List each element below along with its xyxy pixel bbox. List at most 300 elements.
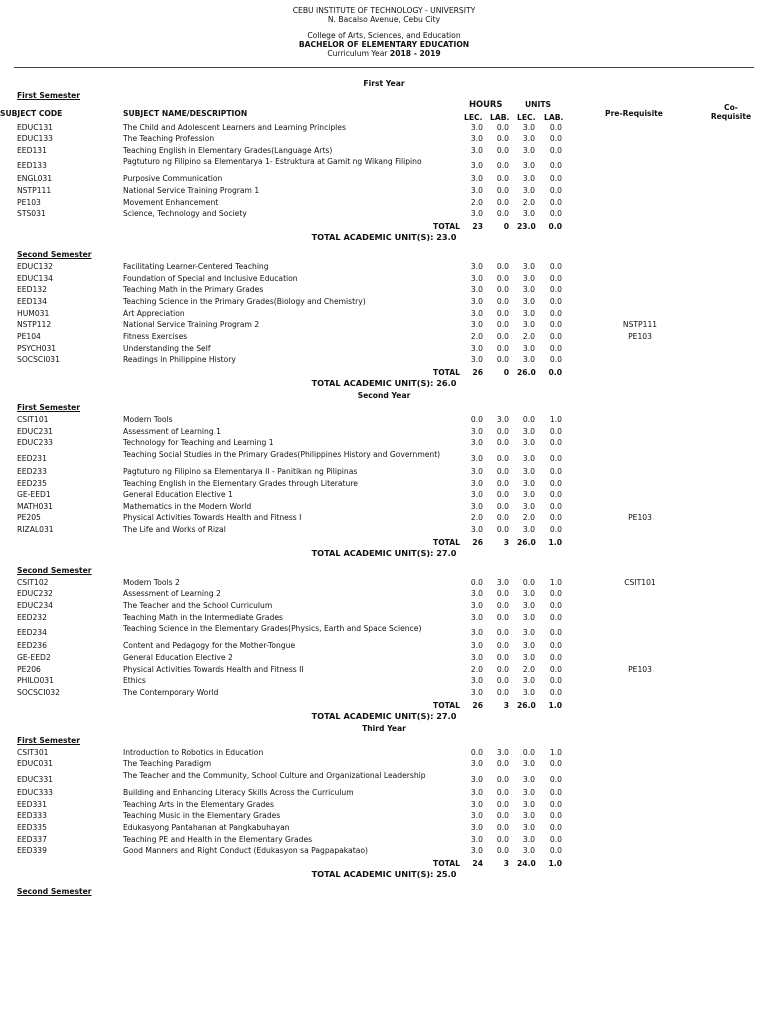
units-lab: 0.0 (549, 273, 562, 283)
units-lec: 3.0 (522, 759, 535, 769)
total-units-lec: 26.0 (517, 537, 536, 547)
subject-row (0, 676, 768, 688)
hours-lec: 3.0 (470, 466, 483, 476)
year-title: Second Year (357, 390, 411, 400)
col-header-corequisite: Co-Requisite (710, 102, 752, 121)
total-hours-lab: 3 (503, 858, 509, 868)
col-header-code: SUBJECT CODE (0, 108, 63, 118)
subject-description: Teaching Science in the Elementary Grades(Physics, Earth and Space Science) (123, 624, 422, 634)
hours-lab: 0.0 (496, 774, 509, 784)
units-lab: 0.0 (549, 687, 562, 697)
subject-description: Purposive Communication (123, 174, 223, 184)
units-lec: 2.0 (522, 664, 535, 674)
units-lab: 1.0 (549, 414, 562, 424)
units-lab: 0.0 (549, 426, 562, 436)
units-lec: 3.0 (522, 466, 535, 476)
units-lab: 1.0 (549, 747, 562, 757)
total-academic-units: TOTAL ACADEMIC UNIT(S): 27.0 (311, 547, 457, 558)
hours-lab: 0.0 (496, 601, 509, 611)
subject-description: Edukasyong Pantahanan at Pangkabuhayan (123, 822, 290, 832)
hours-lec: 3.0 (470, 834, 483, 844)
hours-lec: 3.0 (470, 653, 483, 662)
semester-title: Second Semester (17, 250, 92, 260)
total-label: TOTAL (433, 858, 460, 868)
units-lab: 0.0 (549, 355, 562, 365)
subject-description: Fitness Exercises (123, 331, 188, 341)
units-lab: 0.0 (549, 787, 562, 797)
units-lec: 3.0 (522, 161, 535, 171)
subject-description: Teaching Music in the Elementary Grades (123, 811, 281, 821)
subject-row (0, 332, 768, 344)
institution-address: N. Bacalso Avenue, Cebu City (327, 15, 441, 24)
subject-code: EDUC234 (17, 601, 53, 611)
hours-lab: 0.0 (496, 438, 509, 448)
subject-row (0, 800, 768, 812)
subject-description: Teaching PE and Health in the Elementary Grades (123, 834, 313, 844)
curriculum-year-value: 2018 - 2019 (389, 49, 441, 58)
subject-description: Teaching Science in the Primary Grades(Biology and Chemistry) (123, 297, 366, 306)
units-lec: 3.0 (522, 601, 535, 611)
subject-row (0, 285, 768, 297)
total-units-lec: 24.0 (517, 858, 536, 868)
units-lec: 3.0 (522, 453, 535, 463)
hours-lab: 0.0 (496, 209, 509, 219)
subject-row (0, 525, 768, 537)
hours-lab: 0.0 (496, 490, 509, 500)
hours-lec: 2.0 (470, 664, 483, 674)
hours-lab: 0.0 (496, 676, 509, 686)
subject-description: Good Manners and Right Conduct (Edukasyon sa Pagpapakatao) (123, 846, 368, 856)
hours-lec: 3.0 (470, 525, 483, 535)
curriculum-year-label: Curriculum Year (327, 49, 388, 58)
units-lec: 3.0 (522, 687, 535, 697)
subject-row (0, 186, 768, 198)
subject-row (0, 123, 768, 135)
prerequisite: PE103 (628, 664, 652, 674)
subject-code: EDUC231 (17, 426, 53, 436)
subject-description: Pagtuturo ng Filipino sa Elementarya II - Panitikan ng Pilipinas (123, 466, 358, 476)
total-units-lec: 26.0 (517, 367, 536, 377)
hours-lec: 3.0 (470, 774, 483, 784)
units-lab: 0.0 (549, 822, 562, 832)
subject-code: EDUC233 (17, 438, 53, 448)
units-lec: 3.0 (522, 273, 535, 283)
hours-lab: 0.0 (496, 186, 509, 196)
subject-row (0, 759, 768, 771)
hours-lab: 0.0 (496, 122, 509, 132)
units-lab: 0.0 (549, 134, 562, 144)
subject-description: Physical Activities Towards Health and Fitness II (123, 664, 304, 674)
units-lab: 0.0 (549, 664, 562, 674)
units-lec: 3.0 (522, 122, 535, 132)
subject-code: NSTP111 (17, 186, 52, 196)
col-header-units-lec: LEC. (517, 112, 536, 122)
col-header-desc: SUBJECT NAME/DESCRIPTION (123, 108, 248, 118)
total-hours-lab: 0 (503, 367, 509, 377)
hours-lab: 0.0 (496, 197, 509, 207)
hours-lab: 0.0 (496, 664, 509, 674)
subject-code: GE-EED1 (17, 490, 51, 500)
units-lec: 3.0 (522, 297, 535, 306)
hours-lec: 3.0 (470, 273, 483, 283)
hours-lab: 0.0 (496, 174, 509, 184)
units-lec: 3.0 (522, 846, 535, 856)
subject-description: Ethics (123, 676, 146, 686)
subject-row (0, 262, 768, 274)
total-units-lec: 26.0 (517, 700, 536, 710)
subject-description: Pagtuturo ng Filipino sa Elementarya 1- Estruktura at Gamit ng Wikang Filipino (123, 157, 422, 167)
hours-lec: 3.0 (470, 320, 483, 330)
units-lab: 0.0 (549, 676, 562, 686)
curriculum-year (0, 49, 768, 58)
units-lec: 3.0 (522, 774, 535, 784)
subject-row (0, 613, 768, 625)
subject-row (0, 415, 768, 427)
subject-description: National Service Training Program 1 (123, 186, 260, 196)
subject-code: EED331 (17, 799, 47, 809)
subject-code: EED335 (17, 822, 47, 832)
total-hours-lec: 26 (472, 367, 483, 377)
hours-lab: 0.0 (496, 811, 509, 821)
subject-row (0, 146, 768, 158)
units-lab: 0.0 (549, 209, 562, 219)
units-lab: 0.0 (549, 297, 562, 306)
subject-description: Facilitating Learner-Centered Teaching (123, 262, 269, 272)
semester-title: First Semester (17, 402, 81, 412)
units-lab: 0.0 (549, 501, 562, 511)
units-lec: 3.0 (522, 134, 535, 144)
units-lec: 2.0 (522, 197, 535, 207)
hours-lab: 0.0 (496, 466, 509, 476)
units-lab: 0.0 (549, 846, 562, 856)
hours-lec: 3.0 (470, 822, 483, 832)
subject-code: CSIT301 (17, 747, 49, 757)
total-units-lab: 1.0 (548, 700, 562, 710)
hours-lab: 0.0 (496, 285, 509, 295)
hours-lec: 3.0 (470, 186, 483, 196)
units-lab: 0.0 (549, 453, 562, 463)
college-name: College of Arts, Sciences, and Education (307, 31, 461, 40)
units-lec: 3.0 (522, 145, 535, 155)
subject-description: General Education Elective 1 (123, 490, 233, 500)
units-lab: 0.0 (549, 478, 562, 488)
units-lab: 0.0 (549, 601, 562, 611)
units-lab: 0.0 (549, 834, 562, 844)
subject-description: Assessment of Learning 2 (123, 589, 221, 599)
hours-lab: 0.0 (496, 134, 509, 144)
subject-code: EED132 (17, 285, 47, 295)
subject-code: GE-EED2 (17, 653, 51, 662)
hours-lab: 0.0 (496, 834, 509, 844)
units-lec: 3.0 (522, 285, 535, 295)
subject-code: EED233 (17, 466, 47, 476)
units-lab: 0.0 (549, 641, 562, 651)
subject-row (0, 578, 768, 590)
total-units-lab: 1.0 (548, 858, 562, 868)
subject-row (0, 788, 768, 800)
hours-lec: 3.0 (470, 122, 483, 132)
subject-code: PE206 (17, 664, 41, 674)
hours-lab: 0.0 (496, 262, 509, 272)
subject-row (0, 157, 768, 174)
units-lec: 3.0 (522, 490, 535, 500)
total-academic-units: TOTAL ACADEMIC UNIT(S): 27.0 (311, 710, 457, 721)
hours-lec: 3.0 (470, 601, 483, 611)
subject-description: Content and Pedagogy for the Mother-Tongue (123, 641, 296, 651)
subject-description: Science, Technology and Society (123, 209, 247, 219)
subject-description: Readings in Philippine History (123, 355, 236, 365)
hours-lec: 3.0 (470, 174, 483, 184)
hours-lec: 3.0 (470, 787, 483, 797)
subject-code: RIZAL031 (17, 525, 54, 535)
total-label: TOTAL (433, 222, 460, 232)
program-name: BACHELOR OF ELEMENTARY EDUCATION (298, 40, 470, 49)
units-lec: 3.0 (522, 653, 535, 662)
subject-code: EED236 (17, 641, 47, 651)
subject-code: EDUC232 (17, 589, 53, 599)
hours-lab: 0.0 (496, 759, 509, 769)
hours-lab: 3.0 (496, 747, 509, 757)
units-lab: 0.0 (549, 285, 562, 295)
subject-description: Teaching Social Studies in the Primary Grades(Philippines History and Government) (123, 449, 441, 459)
hours-lab: 0.0 (496, 478, 509, 488)
subject-description: Building and Enhancing Literacy Skills Across the Curriculum (123, 787, 354, 797)
units-lec: 3.0 (522, 438, 535, 448)
subject-code: MATH031 (17, 501, 53, 511)
hours-lec: 3.0 (470, 426, 483, 436)
prerequisite: NSTP111 (622, 320, 658, 330)
hours-lec: 3.0 (470, 501, 483, 511)
hours-lec: 3.0 (470, 262, 483, 272)
subject-code: ENGL031 (17, 174, 53, 184)
hours-lab: 0.0 (496, 453, 509, 463)
hours-lab: 3.0 (496, 577, 509, 587)
subject-description: Modern Tools (123, 414, 173, 424)
hours-lab: 0.0 (496, 355, 509, 365)
subject-row (0, 438, 768, 450)
subject-row (0, 811, 768, 823)
units-lab: 0.0 (549, 774, 562, 784)
prerequisite: CSIT101 (624, 577, 656, 587)
hours-lab: 0.0 (496, 297, 509, 306)
subject-row (0, 297, 768, 309)
prerequisite: PE103 (628, 513, 652, 523)
hours-lec: 3.0 (470, 145, 483, 155)
subject-description: Teaching English in Elementary Grades(Language Arts) (123, 145, 333, 155)
hours-lec: 3.0 (470, 355, 483, 365)
subject-row (0, 502, 768, 514)
hours-lec: 3.0 (470, 811, 483, 821)
units-lec: 2.0 (522, 513, 535, 523)
subject-code: NSTP112 (17, 320, 52, 330)
hours-lec: 3.0 (470, 490, 483, 500)
subject-row (0, 355, 768, 367)
subject-description: Mathematics in the Modern World (123, 501, 252, 511)
subject-row (0, 309, 768, 321)
subject-code: CSIT101 (17, 414, 49, 424)
header-divider (14, 67, 754, 68)
col-header-prerequisite: Pre-Requisite (605, 108, 663, 118)
subject-description: The Child and Adolescent Learners and Learning Principles (123, 122, 346, 132)
total-hours-lab: 3 (503, 700, 509, 710)
units-lab: 0.0 (549, 490, 562, 500)
semester-title: Second Semester (17, 565, 92, 575)
subject-code: CSIT102 (17, 577, 49, 587)
hours-lec: 0.0 (470, 577, 483, 587)
units-lec: 3.0 (522, 262, 535, 272)
subject-code: EED231 (17, 453, 47, 463)
units-lec: 3.0 (522, 186, 535, 196)
units-lec: 3.0 (522, 478, 535, 488)
hours-lab: 0.0 (496, 846, 509, 856)
units-lab: 0.0 (549, 612, 562, 622)
total-hours-lec: 26 (472, 700, 483, 710)
units-lab: 1.0 (549, 577, 562, 587)
units-lab: 0.0 (549, 466, 562, 476)
subject-description: The Life and Works of Rizal (123, 525, 226, 535)
units-lab: 0.0 (549, 799, 562, 809)
subject-description: Modern Tools 2 (123, 577, 180, 587)
subject-description: Teaching English in the Elementary Grades through Literature (123, 478, 358, 488)
subject-code: EDUC331 (17, 774, 53, 784)
units-lab: 0.0 (549, 343, 562, 353)
subject-description: The Teacher and the Community, School Culture and Organizational Leadership (123, 770, 426, 780)
subject-code: EED134 (17, 297, 47, 306)
institution-name: CEBU INSTITUTE OF TECHNOLOGY - UNIVERSITY (292, 6, 476, 15)
subject-code: EDUC031 (17, 759, 53, 769)
subject-code: EDUC333 (17, 787, 53, 797)
subject-row (0, 665, 768, 677)
hours-lab: 0.0 (496, 589, 509, 599)
subject-row (0, 450, 768, 467)
subject-row (0, 771, 768, 788)
hours-lab: 0.0 (496, 641, 509, 651)
hours-lec: 3.0 (470, 161, 483, 171)
subject-description: The Teaching Profession (123, 134, 215, 144)
units-lab: 0.0 (549, 320, 562, 330)
units-lec: 3.0 (522, 209, 535, 219)
subject-row (0, 174, 768, 186)
hours-lec: 3.0 (470, 589, 483, 599)
units-lec: 3.0 (522, 525, 535, 535)
total-hours-lab: 3 (503, 537, 509, 547)
hours-lec: 3.0 (470, 759, 483, 769)
hours-lab: 0.0 (496, 799, 509, 809)
units-lec: 3.0 (522, 320, 535, 330)
hours-lab: 0.0 (496, 525, 509, 535)
total-hours-lec: 24 (472, 858, 483, 868)
units-lab: 0.0 (549, 174, 562, 184)
subject-description: General Education Elective 2 (123, 653, 233, 662)
hours-lec: 2.0 (470, 331, 483, 341)
hours-lec: 0.0 (470, 414, 483, 424)
units-lec: 3.0 (522, 834, 535, 844)
subject-description: Art Appreciation (123, 308, 185, 318)
hours-lab: 0.0 (496, 161, 509, 171)
units-lec: 3.0 (522, 787, 535, 797)
subject-description: The Teaching Paradigm (123, 759, 212, 769)
hours-lec: 3.0 (470, 438, 483, 448)
subject-code: HUM031 (17, 308, 50, 318)
total-units-lab: 0.0 (548, 367, 562, 377)
subject-row (0, 209, 768, 221)
total-units-lab: 1.0 (548, 537, 562, 547)
hours-lec: 3.0 (470, 285, 483, 295)
col-header-units-lab: LAB. (544, 112, 564, 122)
subject-code: EED339 (17, 846, 47, 856)
subject-description: Introduction to Robotics in Education (123, 747, 264, 757)
subject-row (0, 479, 768, 491)
subject-code: EDUC133 (17, 134, 53, 144)
units-lec: 3.0 (522, 628, 535, 638)
subject-description: The Contemporary World (123, 687, 219, 697)
units-lab: 0.0 (549, 197, 562, 207)
units-lab: 0.0 (549, 161, 562, 171)
hours-lab: 0.0 (496, 426, 509, 436)
semester-title: First Semester (17, 735, 81, 745)
subject-code: EED235 (17, 478, 47, 488)
subject-description: Teaching Arts in the Elementary Grades (123, 799, 274, 809)
units-lab: 0.0 (549, 628, 562, 638)
hours-lec: 3.0 (470, 676, 483, 686)
prerequisite: PE103 (628, 331, 652, 341)
units-lab: 0.0 (549, 262, 562, 272)
units-lec: 3.0 (522, 811, 535, 821)
semester-title: Second Semester (17, 886, 92, 896)
total-academic-units: TOTAL ACADEMIC UNIT(S): 25.0 (311, 868, 457, 879)
hours-lec: 2.0 (470, 197, 483, 207)
units-lec: 3.0 (522, 174, 535, 184)
semester-title: First Semester (17, 91, 81, 100)
units-lec: 2.0 (522, 331, 535, 341)
units-lec: 3.0 (522, 641, 535, 651)
subject-code: PE103 (17, 197, 41, 207)
subject-description: Technology for Teaching and Learning 1 (123, 438, 274, 448)
hours-lec: 2.0 (470, 513, 483, 523)
col-header-units: UNITS (525, 99, 551, 109)
subject-description: National Service Training Program 2 (123, 320, 260, 330)
hours-lab: 0.0 (496, 787, 509, 797)
total-label: TOTAL (433, 367, 460, 377)
hours-lab: 0.0 (496, 822, 509, 832)
hours-lab: 0.0 (496, 612, 509, 622)
hours-lec: 3.0 (470, 628, 483, 638)
hours-lec: 3.0 (470, 478, 483, 488)
subject-description: Understanding the Self (123, 343, 211, 353)
total-hours-lec: 23 (472, 222, 483, 232)
hours-lec: 0.0 (470, 747, 483, 757)
units-lab: 0.0 (549, 525, 562, 535)
subject-row (0, 427, 768, 439)
subject-code: EDUC131 (17, 122, 53, 132)
units-lec: 3.0 (522, 308, 535, 318)
units-lab: 0.0 (549, 308, 562, 318)
subject-description: Movement Enhancement (123, 197, 219, 207)
subject-code: EDUC134 (17, 273, 53, 283)
total-academic-units: TOTAL ACADEMIC UNIT(S): 26.0 (311, 377, 457, 388)
hours-lab: 0.0 (496, 320, 509, 330)
subject-row (0, 641, 768, 653)
subject-row (0, 467, 768, 479)
hours-lec: 3.0 (470, 453, 483, 463)
subject-row (0, 344, 768, 356)
units-lec: 3.0 (522, 822, 535, 832)
units-lec: 0.0 (522, 577, 535, 587)
units-lec: 0.0 (522, 414, 535, 424)
units-lab: 0.0 (549, 145, 562, 155)
hours-lec: 3.0 (470, 687, 483, 697)
hours-lab: 0.0 (496, 513, 509, 523)
